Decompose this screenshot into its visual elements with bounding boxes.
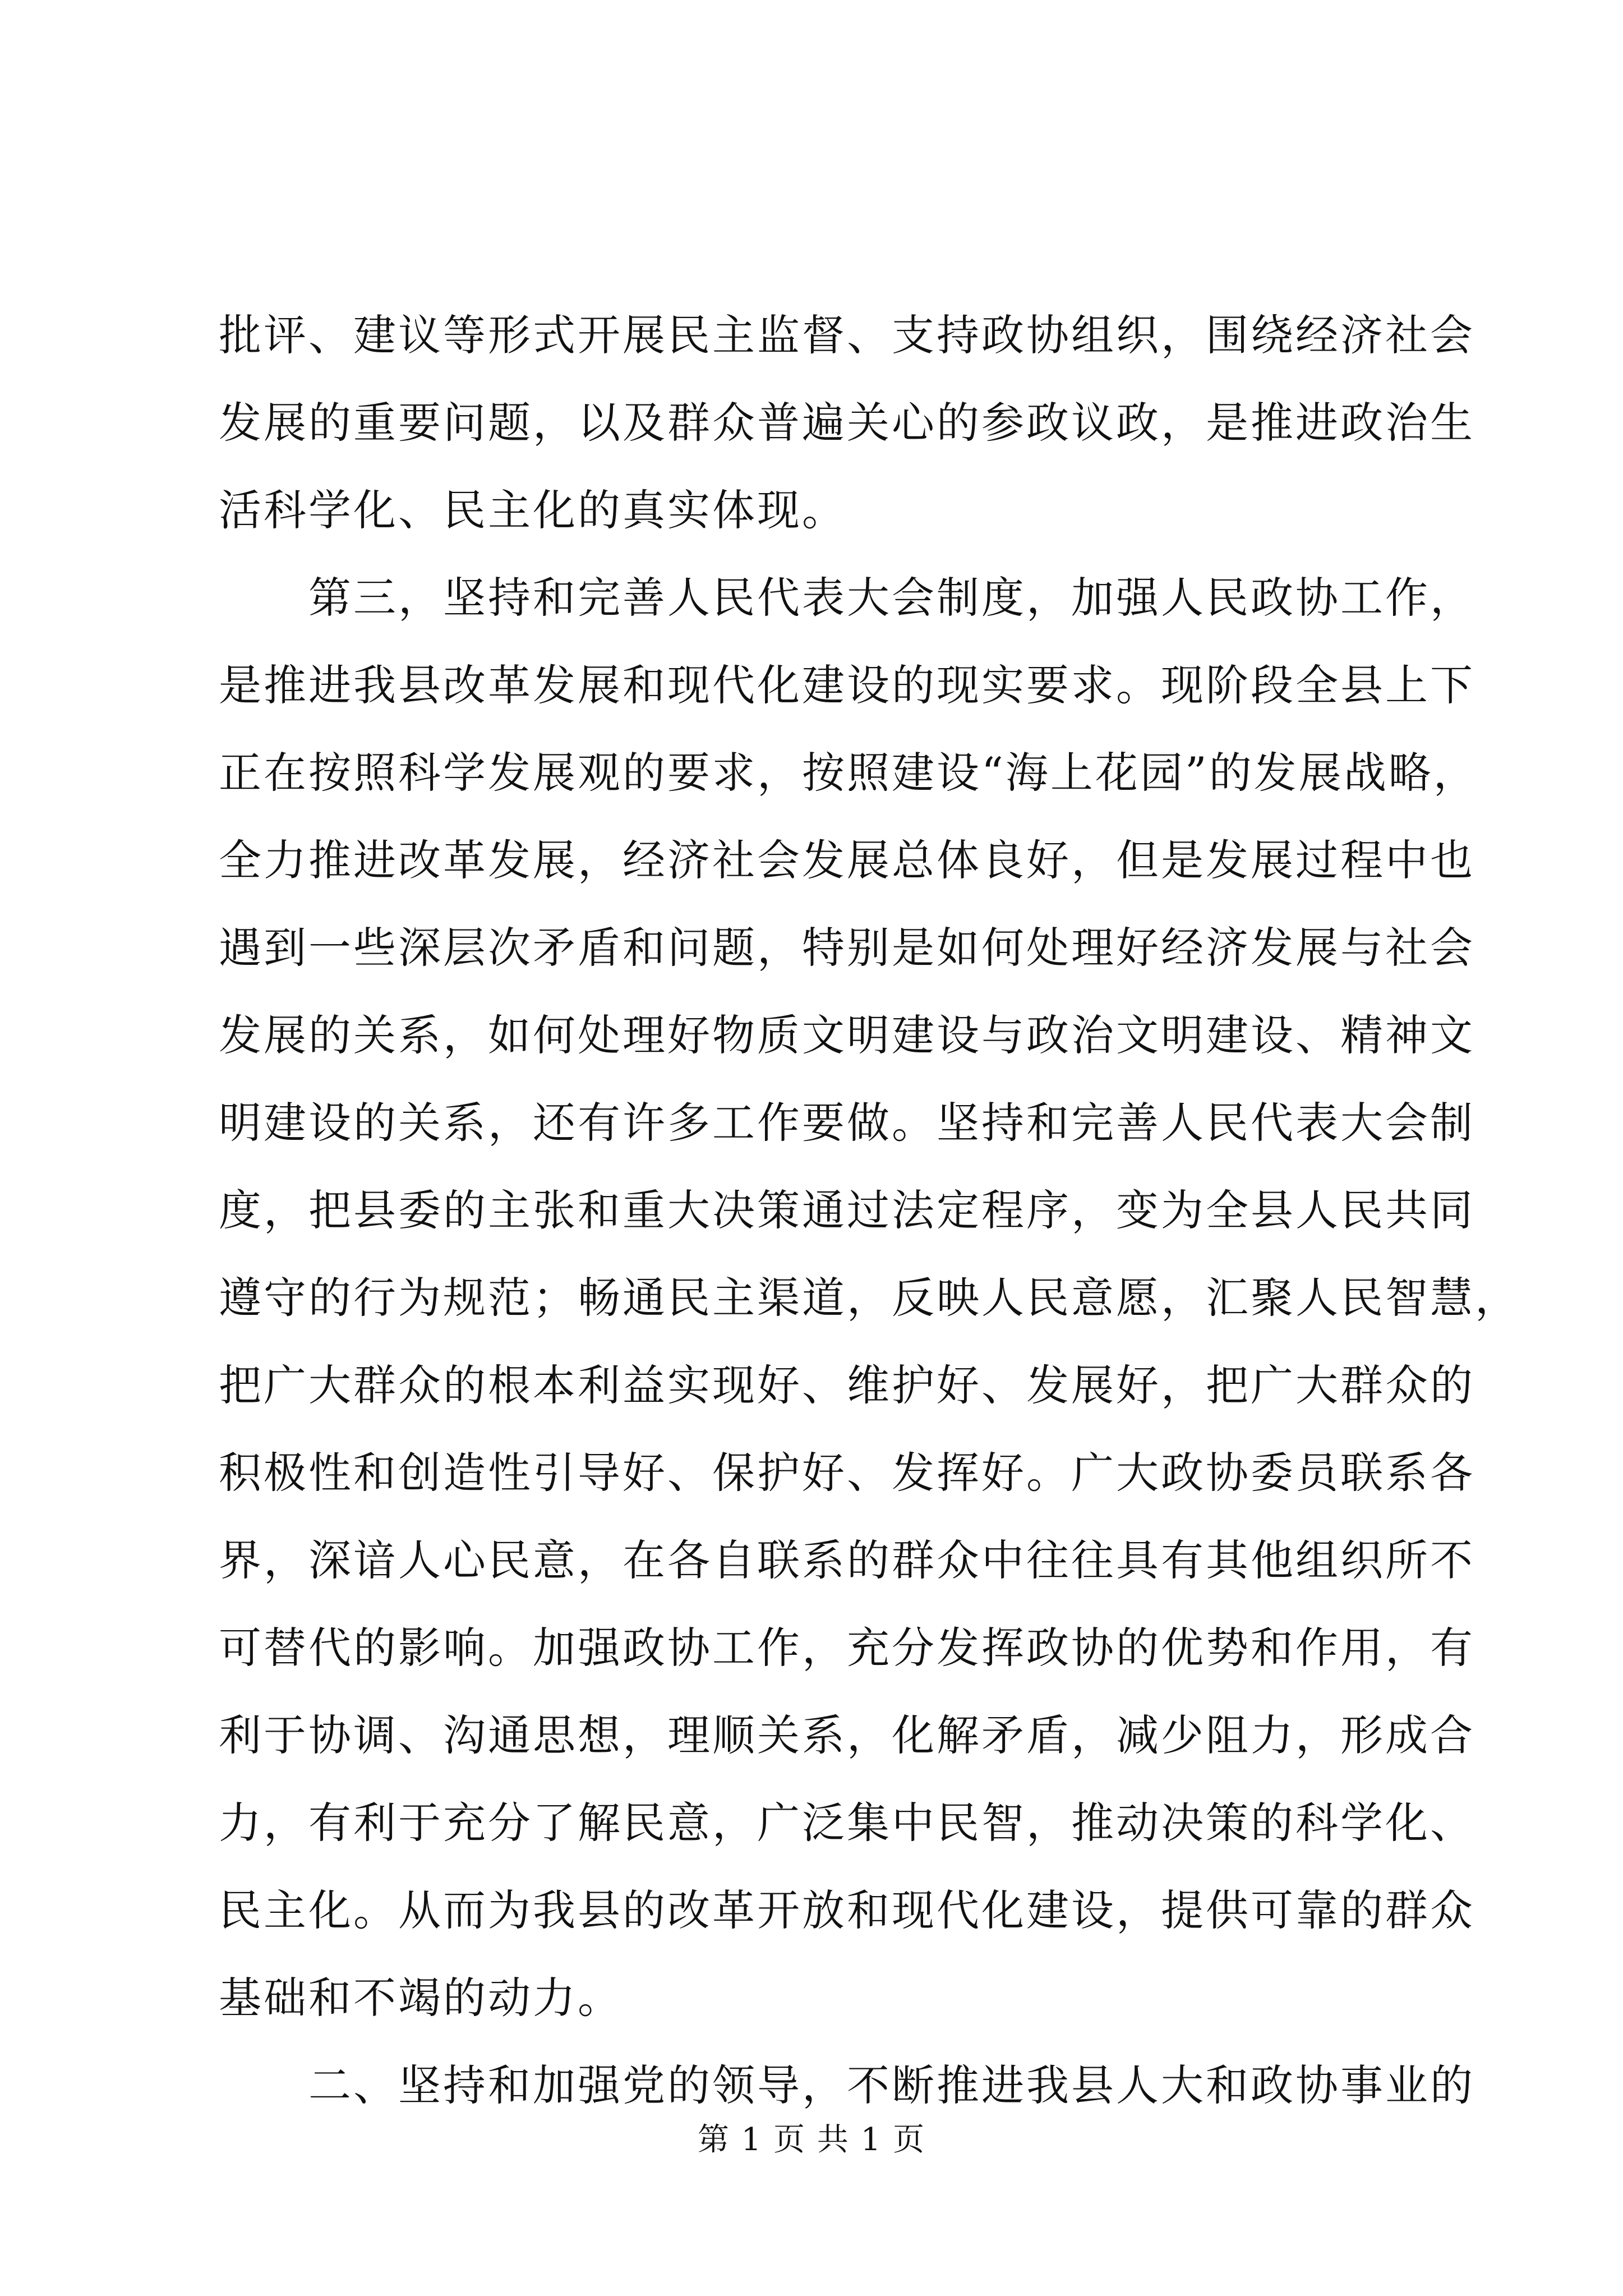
text-line: 可替代的影响。加强政协工作，充分发挥政协的优势和作用，有: [219, 1623, 1475, 1673]
page-footer: 第 1 页 共 1 页: [697, 2122, 926, 2158]
text-line: 正在按照科学发展观的要求，按照建设“海上花园”的发展战略，: [219, 748, 1478, 798]
paragraph-start-line: 第三，坚持和完善人民代表大会制度，加强人民政协工作，: [219, 573, 1475, 623]
text-line: 界，深谙人心民意，在各自联系的群众中往往具有其他组织所不: [219, 1535, 1475, 1585]
text-line: 积极性和创造性引导好、保护好、发挥好。广大政协委员联系各: [219, 1448, 1475, 1498]
text-line: 把广大群众的根本利益实现好、维护好、发展好，把广大群众的: [219, 1360, 1475, 1410]
text-line: 发展的关系，如何处理好物质文明建设与政治文明建设、精神文: [219, 1010, 1475, 1060]
text-line: 批评、建议等形式开展民主监督、支持政协组织，围绕经济社会: [219, 310, 1475, 360]
text-line: 遇到一些深层次矛盾和问题，特别是如何处理好经济发展与社会: [219, 923, 1475, 973]
text-line: 活科学化、民主化的真实体现。: [219, 485, 847, 535]
text-line: 是推进我县改革发展和现代化建设的现实要求。现阶段全县上下: [219, 660, 1475, 710]
text-line: 明建设的关系，还有许多工作要做。坚持和完善人民代表大会制: [219, 1098, 1475, 1148]
text-line: 发展的重要问题，以及群众普遍关心的参政议政，是推进政治生: [219, 398, 1475, 448]
text-line: 遵守的行为规范；畅通民主渠道，反映人民意愿，汇聚人民智慧，: [219, 1273, 1520, 1323]
text-line: 基础和不竭的动力。: [219, 1973, 623, 2023]
text-line: 民主化。从而为我县的改革开放和现代化建设，提供可靠的群众: [219, 1885, 1475, 1935]
text-line: 度，把县委的主张和重大决策通过法定程序，变为全县人民共同: [219, 1185, 1475, 1235]
section-heading-line: 二、坚持和加强党的领导，不断推进我县人大和政协事业的: [219, 2060, 1475, 2110]
text-line: 全力推进改革发展，经济社会发展总体良好，但是发展过程中也: [219, 835, 1475, 885]
body-text: [219, 292, 1520, 2129]
text-line: 力，有利于充分了解民意，广泛集中民智，推动决策的科学化、: [219, 1798, 1475, 1848]
text-line: 利于协调、沟通思想，理顺关系，化解矛盾，减少阻力，形成合: [219, 1710, 1475, 1760]
